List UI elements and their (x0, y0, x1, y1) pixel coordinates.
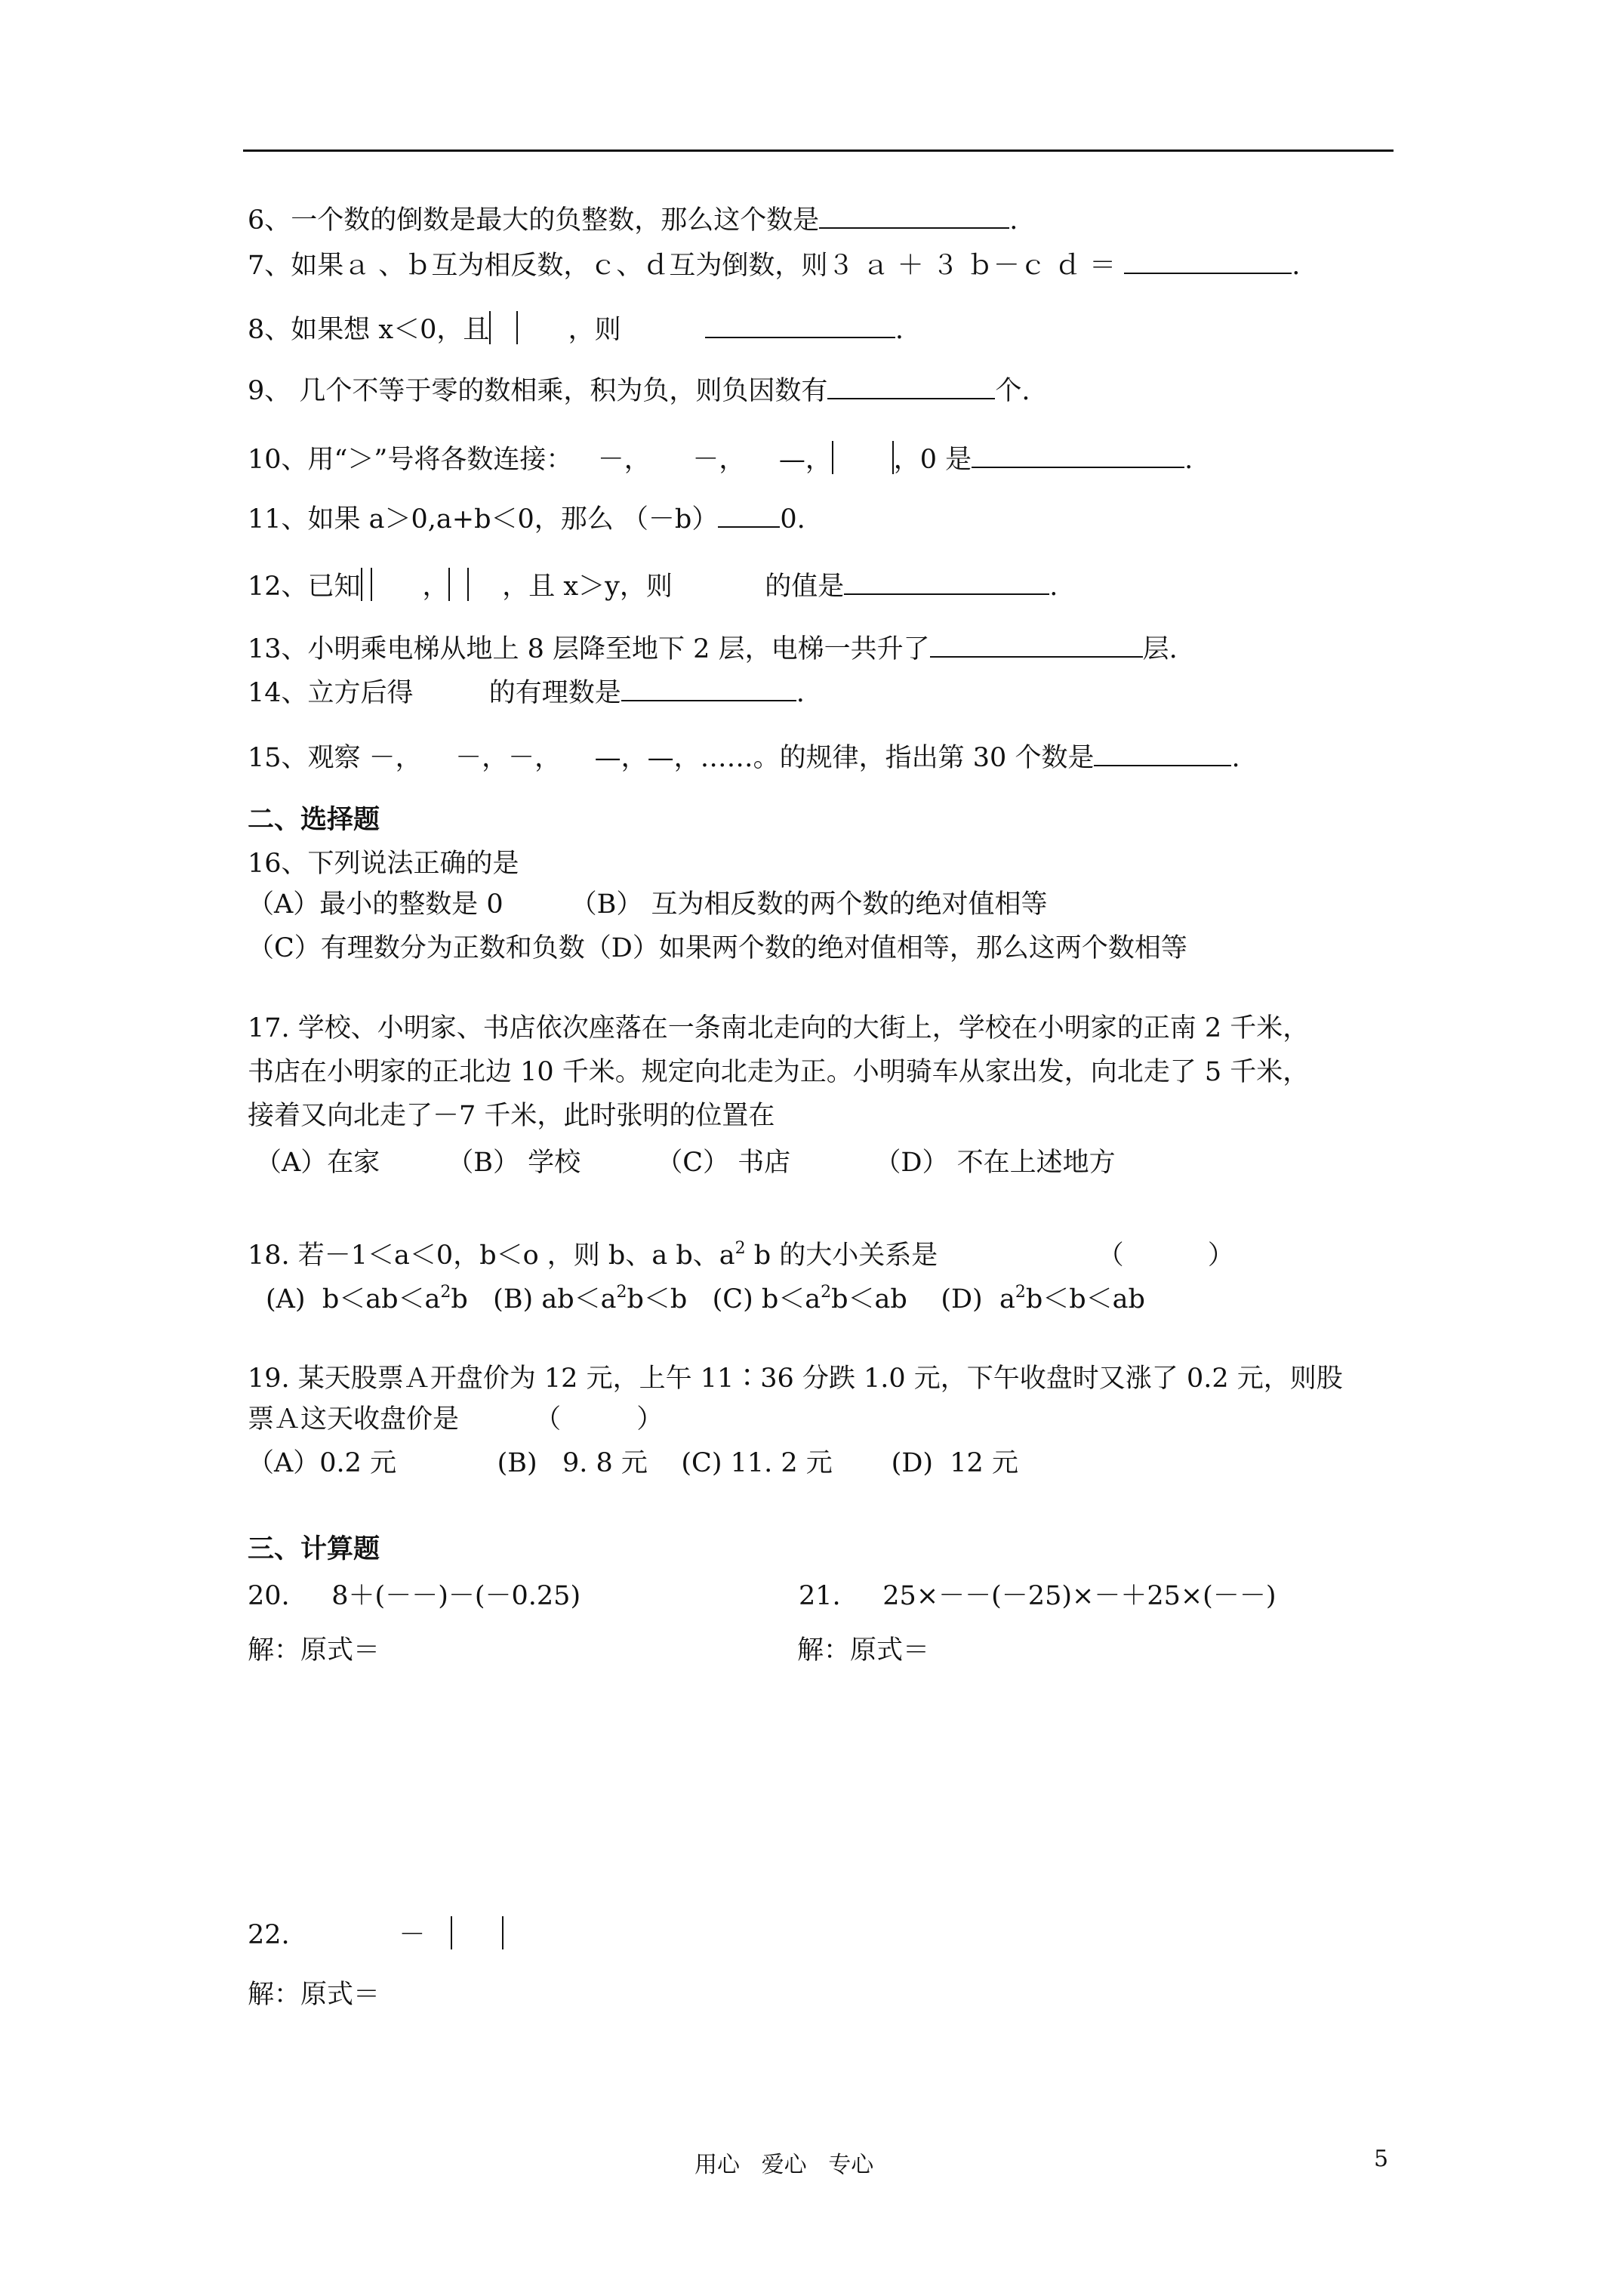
question-18-options: (A) $b<ab<a^2b$ (B) $ab<a^2b<b$ (C) $b<a^2b<ab$ (D) $a^2b<b<ab$ (266, 1283, 1145, 1314)
answer-blank (718, 504, 780, 528)
question-18-stem: 18. 若－1＜a＜0，b＜o ，则 b、a b、$a^2$ b 的大小关系是 （ ） (248, 1239, 1234, 1271)
question-21-answer: 解：原式＝ (797, 1635, 930, 1666)
question-20-expression: 20. 8＋(－－)－(－0.25) (248, 1581, 581, 1611)
answer-blank (972, 444, 1184, 468)
question-22-expression: 22. － (248, 1916, 504, 1952)
question-17-line2: 书店在小明家的正北边 10 千米。规定向北走为正。小明骑车从家出发，向北走了 5 千米， (248, 1057, 1310, 1087)
answer-blank (819, 205, 1009, 229)
question-17-line1: 17. 学校、小明家、书店依次座落在一条南北走向的大街上，学校在小明家的正南 2 千米， (248, 1013, 1310, 1043)
question-19-line2: 票Ａ这天收盘价是 （ ） (248, 1404, 664, 1435)
question-12: 12、已知 ， ，且 x＞y，则 的值是 . (248, 568, 1058, 603)
answer-blank (844, 571, 1049, 595)
footer-slogan: 用心 爱心 专心 (694, 2152, 874, 2178)
answer-blank (705, 314, 895, 338)
header-rule (243, 149, 1394, 152)
question-22-answer: 解：原式＝ (248, 1980, 380, 2010)
question-17-line3: 接着又向北走了－7 千米，此时张明的位置在 (248, 1101, 775, 1131)
question-13: 13、小明乘电梯从地上 8 层降至地下 2 层，电梯一共升了 层. (248, 634, 1178, 664)
question-14: 14、立方后得 的有理数是 . (248, 678, 805, 708)
question-10: 10、用“＞”号将各数连接： －， －， —， ，0 是 . (248, 441, 1193, 476)
question-19-line1: 19. 某天股票Ａ开盘价为 12 元，上午 11∶36 分跌 1.0 元，下午收盘时又涨了 0.2 元，则股 (248, 1364, 1343, 1394)
answer-blank (827, 375, 995, 399)
question-15: 15、观察 －， －，－， —，—，……。的规律，指出第 30 个数是 . (248, 743, 1240, 773)
question-16-options-row2: （C）有理数分为正数和负数（D）如果两个数的绝对值相等，那么这两个数相等 (248, 933, 1187, 963)
question-8: 8、如果想 x＜0，且 ，则 . (248, 311, 904, 347)
abs-bar (502, 1916, 504, 1949)
question-6: 6、一个数的倒数是最大的负整数，那么这个数是 . (248, 205, 1018, 236)
question-19-options: （A）0.2 元 (B) 9. 8 元 (C) 11. 2 元 (D) 12 元 (248, 1448, 1018, 1478)
question-16-stem: 16、下列说法正确的是 (248, 849, 519, 879)
section-heading-choice: 二、选择题 (248, 804, 380, 835)
page-number: 5 (1374, 2146, 1389, 2172)
question-20-answer: 解：原式＝ (248, 1635, 380, 1666)
question-16-options-row1: （A）最小的整数是 0 （B） 互为相反数的两个数的绝对值相等 (248, 889, 1048, 920)
section-heading-calc: 三、计算题 (248, 1533, 380, 1564)
question-7: 7、如果ａ 、ｂ互为相反数，ｃ、ｄ互为倒数，则３ ａ ＋ ３ ｂ－ｃ ｄ ＝ . (248, 251, 1301, 281)
question-9: 9、 几个不等于零的数相乘，积为负，则负因数有 个. (248, 376, 1030, 406)
question-11: 11、如果 a＞0,a+b＜0，那么 （－b） 0. (248, 504, 805, 535)
answer-blank (1094, 742, 1231, 766)
answer-blank (1124, 250, 1292, 274)
question-21-expression: 21. 25×－－(－25)×－＋25×(－－) (799, 1581, 1277, 1611)
answer-blank (621, 677, 796, 701)
question-17-options: （A）在家 （B） 学校 （C） 书店 （D） 不在上述地方 (255, 1148, 1116, 1178)
answer-blank (930, 633, 1143, 658)
